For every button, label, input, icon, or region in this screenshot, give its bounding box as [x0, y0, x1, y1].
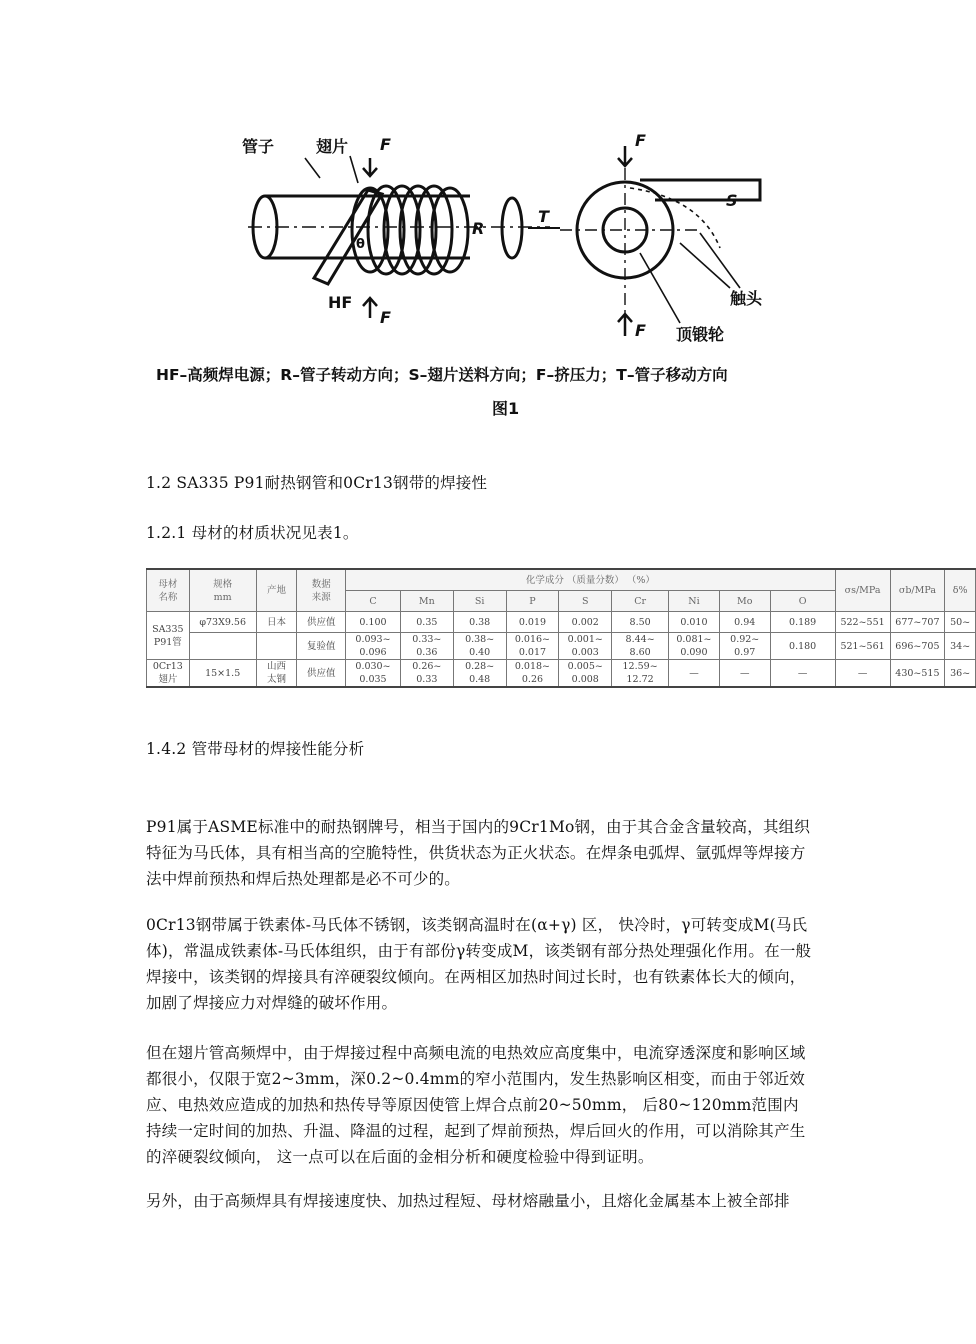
cell: 0.030~ 0.035 — [346, 660, 401, 688]
label-force: F — [380, 308, 391, 327]
heading-1-2: 1.2 SA335 P91耐热钢管和0Cr13钢带的焊接性 — [146, 474, 488, 492]
cell: 0.189 — [770, 612, 835, 633]
header-element: C — [346, 591, 401, 612]
header-yield: σs/MPa — [835, 569, 890, 612]
cell: 0.005~ 0.008 — [559, 660, 612, 688]
cell: 0.92~ 0.97 — [719, 633, 770, 660]
label-force: F — [635, 321, 646, 340]
label-pipe: 管子 — [242, 137, 275, 156]
cell: — — [770, 660, 835, 688]
paragraph-p91: P91属于ASME标准中的耐热钢牌号，相当于国内的9Cr1Mo钢，由于其合金含量较高，其组织特征为马氏体，具有相当高的空脆特性，供货状态为正火状态。在焊条电弧焊、氩弧焊等焊接方法中焊前预热和焊后热处理都是必不可少的。 — [146, 818, 811, 888]
rotation-ring — [502, 198, 522, 258]
label-rotation: R — [472, 219, 485, 238]
label-force: F — [380, 135, 391, 154]
label-force: F — [635, 131, 646, 150]
cell-yield: 522~551 — [835, 612, 890, 633]
label-hf: HF — [328, 293, 353, 312]
cell: 0.38 — [453, 612, 506, 633]
force-arrow — [618, 314, 632, 336]
cell-elong: 34~ — [945, 633, 976, 660]
paragraph-hf-welding: 但在翅片管高频焊中，由于焊接过程中高频电流的电热效应高度集中，电流穿透深度和影响区域都很小，仅限于宽2~3mm，深0.2~0.4mm的窄小范围内，发生热影响区相变，而由于邻近效应、电热效应造成的加热和热传导等原因使管上焊合点前20~50mm， 后80~120mm范围内持续一定时间的加热、升温、降温的过程，起到了焊前预热，焊后回火的作用，可以消除其产生的淬硬裂纹倾向， 这一点可以在后面的金相分析和硬度检验中得到证明。 — [146, 1044, 806, 1166]
header-element: O — [770, 591, 835, 612]
figure-1 — [140, 118, 860, 438]
cell-elong: 36~ — [945, 660, 976, 688]
cell: 0.010 — [669, 612, 720, 633]
label-strip: S — [726, 191, 738, 210]
header-element: P — [506, 591, 559, 612]
row-origin: 日本 — [256, 612, 297, 633]
cell-tensile: 677~707 — [890, 612, 945, 633]
header-element: Mo — [719, 591, 770, 612]
cell-tensile: 430~515 — [890, 660, 945, 688]
header-element: Ni — [669, 591, 720, 612]
header-chem: 化学成分 （质量分数） （%） — [346, 569, 836, 591]
row-spec: 15×1.5 — [189, 660, 256, 688]
cell: 0.002 — [559, 612, 612, 633]
row-spec: φ73X9.56 — [189, 612, 256, 633]
cell: 0.26~ 0.33 — [400, 660, 453, 688]
header-spec: 规格 mm — [189, 569, 256, 612]
header-element: Si — [453, 591, 506, 612]
cell: 0.081~ 0.090 — [669, 633, 720, 660]
cell: 0.28~ 0.48 — [453, 660, 506, 688]
cell: — — [719, 660, 770, 688]
cell: 0.093~ 0.096 — [346, 633, 401, 660]
row-origin: 山西 太钢 — [256, 660, 297, 688]
cell: 12.59~ 12.72 — [612, 660, 669, 688]
label-contacts: 触头 — [730, 289, 763, 308]
cell: 8.44~ 8.60 — [612, 633, 669, 660]
cell-yield: 521~561 — [835, 633, 890, 660]
header-elong: δ% — [945, 569, 976, 612]
cell-tensile: 696~705 — [890, 633, 945, 660]
cell-elong: 50~ — [945, 612, 976, 633]
cell: 0.100 — [346, 612, 401, 633]
heading-1-4-2: 1.4.2 管带母材的焊接性能分析 — [146, 740, 365, 758]
cell: 0.018~ 0.26 — [506, 660, 559, 688]
header-tensile: σb/MPa — [890, 569, 945, 612]
contact-pointer — [680, 243, 730, 288]
row-source: 供应值 — [297, 612, 346, 633]
cell: 0.38~ 0.40 — [453, 633, 506, 660]
row-source: 复验值 — [297, 633, 346, 660]
row-source: 供应值 — [297, 660, 346, 688]
label-travel: T — [538, 207, 549, 226]
row-name: 0Cr13 翅片 — [147, 660, 190, 688]
cell: 0.180 — [770, 633, 835, 660]
pipe-pointer — [305, 158, 320, 178]
label-fin: 翅片 — [316, 137, 349, 156]
cell: 0.001~ 0.003 — [559, 633, 612, 660]
cell: — — [669, 660, 720, 688]
header-element: S — [559, 591, 612, 612]
paragraph-additional: 另外，由于高频焊具有焊接速度快、加热过程短、母材熔融量小，且熔化金属基本上被全部排 — [146, 1192, 790, 1210]
paragraph-0cr13: 0Cr13钢带属于铁素体-马氏体不锈钢，该类钢高温时在(α+γ) 区， 快冷时，γ可转变成M(马氏体)，常温成铁素体-马氏体组织，由于有部份γ转变成M，该类钢有部分热处理强化作用。在一般焊接中，该类钢的焊接具有淬硬裂纹倾向。在两相区加热时间过长时，也有铁素体长大的倾向， 加剧了焊接应力对焊缝的破坏作用。 — [146, 916, 812, 1012]
header-base-material: 母材 名称 — [147, 569, 190, 612]
row-origin — [256, 633, 297, 660]
figure-caption: HF–高频焊电源；R–管子转动方向；S–翅片送料方向；F–挤压力；T–管子移动方向 — [156, 366, 728, 384]
figure-number: 图1 — [492, 399, 520, 418]
cell: 0.016~ 0.017 — [506, 633, 559, 660]
header-data-source: 数据 来源 — [297, 569, 346, 612]
row-name: SA335 P91管 — [147, 612, 190, 660]
header-origin: 产地 — [256, 569, 297, 612]
cell: 0.019 — [506, 612, 559, 633]
heading-1-2-1: 1.2.1 母材的材质状况见表1。 — [146, 524, 359, 542]
cell: 0.94 — [719, 612, 770, 633]
cell: 0.35 — [400, 612, 453, 633]
label-forging-wheel: 顶锻轮 — [676, 325, 725, 344]
header-element: Mn — [400, 591, 453, 612]
force-arrow — [363, 298, 377, 318]
header-element: Cr — [612, 591, 669, 612]
row-spec — [189, 633, 256, 660]
fin-pointer — [350, 156, 358, 183]
cell: 8.50 — [612, 612, 669, 633]
cell-yield: — — [835, 660, 890, 688]
finned-tube-welding-diagram — [140, 118, 860, 438]
material-table — [146, 568, 971, 704]
force-arrow — [363, 158, 377, 176]
label-theta: θ — [356, 237, 365, 252]
force-arrow — [618, 146, 632, 166]
cell: 0.33~ 0.36 — [400, 633, 453, 660]
